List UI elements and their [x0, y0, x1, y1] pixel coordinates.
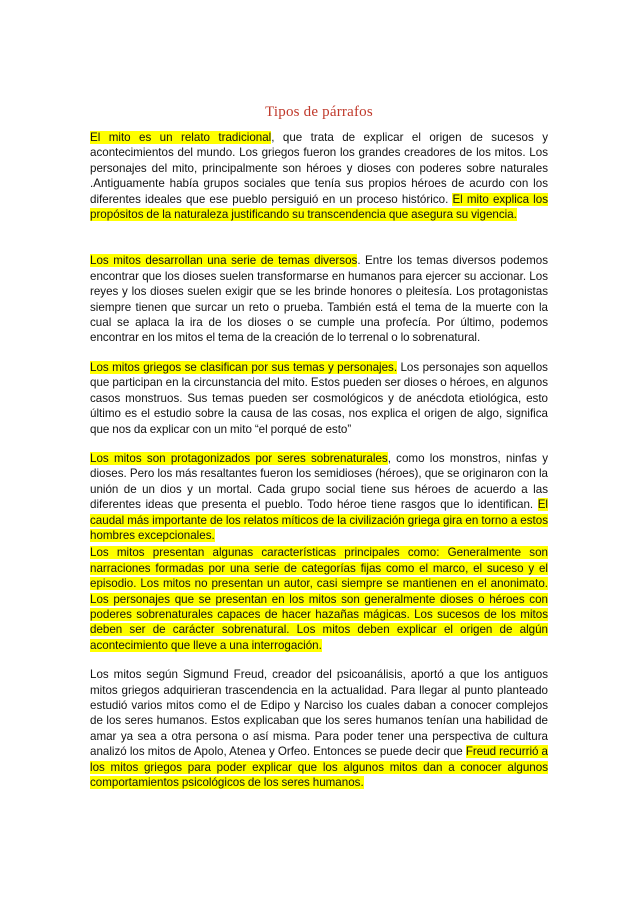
- highlighted-text: El mito explica los propósitos de la naturaleza justificando su transcendencia que asegura su vigencia.: [90, 192, 548, 222]
- page-title: Tipos de párrafos: [265, 104, 373, 120]
- paragraph-text: , como los monstros, ninfas y dioses. Pero los más resaltantes fueron los semidioses (héroes), que se originaron con la unión de un dios y un mortal. Cada grupo social tiene sus héroes de acuerdo a las diferentes ideas que presenta el pueblo. Todo héroe tiene rasgos que lo identifican.: [90, 451, 548, 512]
- paragraph-4: [90, 451, 548, 543]
- paragraph-text: Los mitos según Sigmund Freud, creador del psicoanálisis, aportó a que los antiguos mitos griegos adquirieran trascendencia en la actualidad. Para llegar al punto planteado estudió varios mitos como el de Edipo y Narciso los cuales daban a conocer complejos de los seres humanos. Estos explicaban que los seres humanos tenían una habilidad de amar ya sea a otra persona o así misma. Para poder tener una perspectiva de cultura analizó los mitos de Apolo, Atenea y Orfeo. Entonces se puede decir que: [90, 668, 548, 759]
- paragraph-2: [90, 253, 548, 345]
- highlighted-text: Los mitos desarrollan una serie de temas diversos: [90, 254, 358, 268]
- highlighted-text: El caudal más importante de los relatos míticos de la civilización griega gira en torno a estos hombres excepcionales.: [90, 498, 548, 542]
- paragraph-1: [90, 130, 548, 222]
- paragraph-text: . Entre los temas diversos podemos encontrar que los dioses suelen transformarse en humanos para ejercer su accionar. Los reyes y los dioses suelen exigir que se les brinde honores o pleitesía. Los protagonistas siempre tienen que surcar un reto o prueba. También está el tema de la muerte con la cual se aplaca la ira de los dioses o se cumple una profecía. Por último, podemos encontrar en los mitos el tema de la creación de lo terrenal o lo sobrenatural.: [90, 254, 548, 345]
- paragraph-6: [90, 667, 548, 790]
- highlighted-text: Los mitos son protagonizados por seres sobrenaturales: [90, 451, 388, 465]
- document-body: [90, 130, 548, 790]
- highlighted-text: El mito es un relato tradicional: [90, 131, 272, 144]
- paragraph-5: [90, 545, 548, 653]
- highlighted-text: Freud recurrió a los mitos griegos para poder explicar que los algunos mitos dan a conocer algunos comportamientos psicológicos de los seres humanos.: [90, 745, 548, 790]
- highlighted-text: Los mitos griegos se clasifican por sus temas y personajes.: [90, 360, 398, 374]
- highlighted-text: Los mitos presentan algunas características principales como: Generalmente son narraciones formadas por una serie de categorías fijas como el marco, el suceso y el episodio. Los mitos no presentan un autor, casi siempre se mantienen en el anonimato. Los personajes que se presentan en los mitos son generalmente dioses o héroes con poderes sobrenaturales capaces de hacer hazañas mágicas. Los sucesos de los mitos deben ser de carácter sobrenatural. Los mitos deben explicar el origen de algún acontecimiento que lleve a una interrogación.: [90, 546, 548, 652]
- paragraph-3: [90, 360, 548, 437]
- paragraph-text: , que trata de explicar el origen de sucesos y acontecimientos del mundo. Los griegos fueron los grandes creadores de los mitos. Los personajes del mito, principalmente son héroes y dioses con poderes sobre naturales .Antiguamente había grupos sociales que tenía sus propios héroes de acurdo con los diferentes ideales que ese pueblo persiguió en un proceso histórico.: [90, 131, 549, 206]
- paragraph-text: Los personajes son aquellos que participan en la circunstancia del mito. Estos pueden ser dioses o héroes, en algunos casos monstruos. Sus temas pueden ser cosmológicos y de anécdota etiológica, esto último es el estudio sobre la causa de las cosas, nos explica el origen de algo, significa que nos da explicar con un mito “el porqué de esto”: [90, 360, 548, 436]
